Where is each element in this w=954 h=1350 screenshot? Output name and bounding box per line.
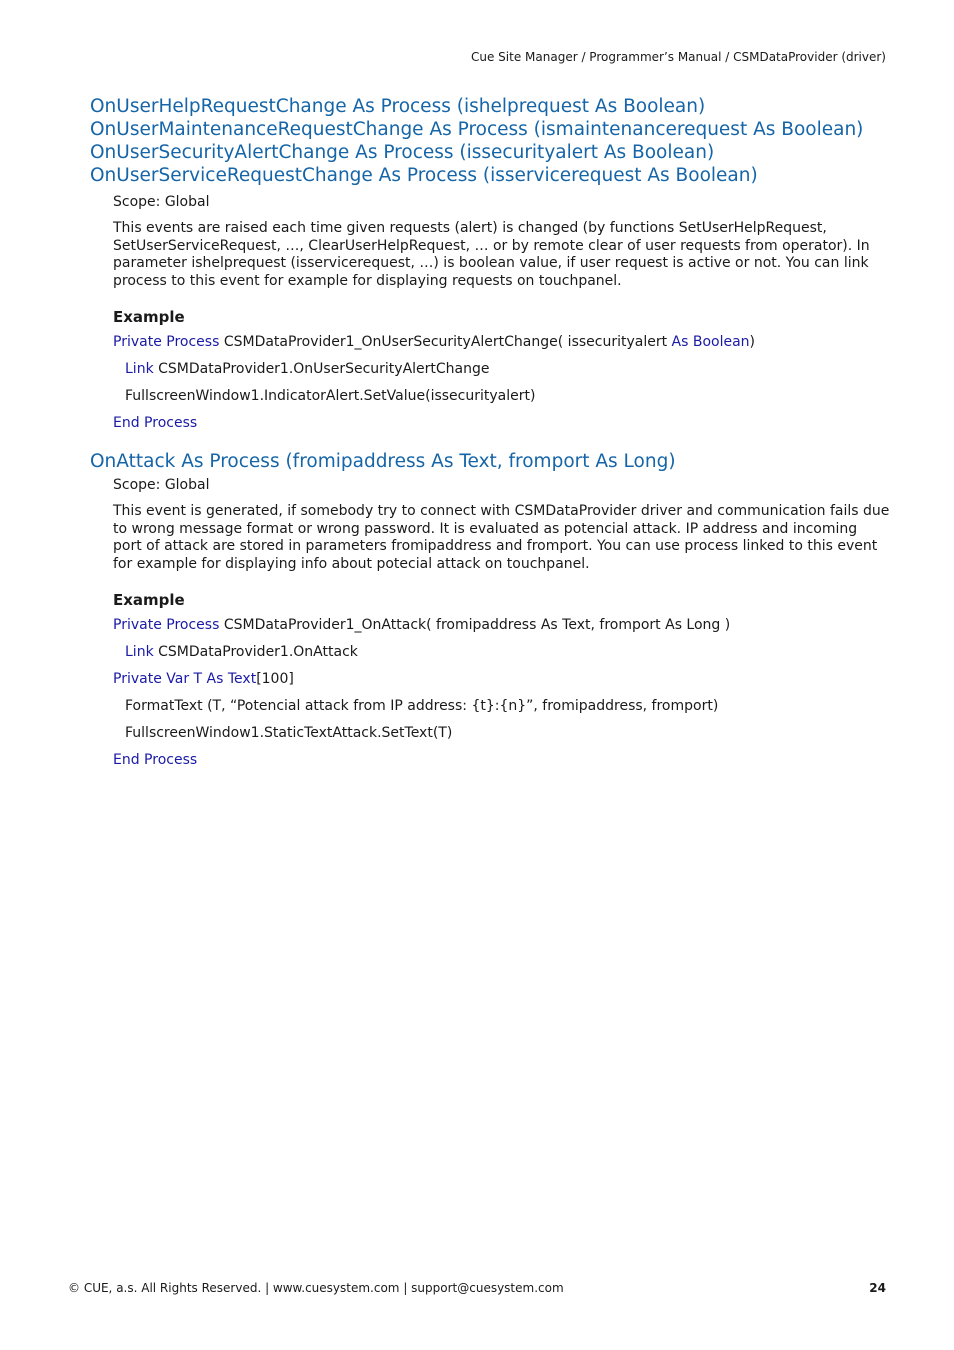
code-line	[113, 616, 890, 634]
code-text: )	[749, 333, 756, 350]
code-line	[113, 414, 890, 432]
section-title-onattack: OnAttack As Process (fromipaddress As Text, fromport As Long)	[90, 450, 676, 472]
section-body	[90, 476, 890, 769]
code-keyword: Link	[125, 643, 154, 660]
scope-label: Scope: Global	[113, 476, 210, 493]
code-line	[113, 751, 890, 769]
code-line	[113, 670, 890, 688]
example-heading: Example	[113, 307, 185, 326]
code-line	[113, 724, 890, 742]
section-title-security-alert: OnUserSecurityAlertChange As Process (issecurityalert As Boolean)	[90, 142, 715, 163]
description-paragraph: This events are raised each time given requests (alert) is changed (by functions SetUserHelpRequest, SetUserServiceRequest, …, ClearUserHelpRequest, … or by remote clear of user requests from operator). In parameter ishelprequest (isservicerequest, …) is boolean value, if user request is active or not. You can link process to this event for example for displaying requests on touchpanel.	[113, 220, 870, 290]
description-paragraph: This event is generated, if somebody try to connect with CSMDataProvider driver and communication fails due to wrong message format or wrong password. It is evaluated as potencial attack. IP address and incoming port of attack are stored in parameters fromipaddress and fromport. You can use process linked to this event for example for displaying info about potecial attack on touchpanel.	[113, 502, 890, 572]
code-line	[113, 387, 890, 405]
code-line	[113, 333, 890, 351]
code-line	[113, 697, 890, 715]
code-text: CSMDataProvider1_OnUserSecurityAlertChange( issecurityalert	[219, 333, 672, 350]
code-variable: T	[189, 670, 207, 687]
code-keyword: As Text	[206, 670, 257, 687]
section-body	[90, 193, 890, 432]
page-number: 24	[869, 1281, 886, 1295]
example-heading: Example	[113, 590, 185, 609]
code-text: CSMDataProvider1_OnAttack( fromipaddress As Text, fromport As Long )	[219, 616, 731, 633]
footer-copyright: © CUE, a.s. All Rights Reserved. | www.cuesystem.com | support@cuesystem.com	[68, 1281, 564, 1295]
code-text: CSMDataProvider1.OnAttack	[153, 643, 358, 660]
page-header-breadcrumb: Cue Site Manager / Programmer’s Manual / CSMDataProvider (driver)	[471, 50, 886, 64]
section-onattack	[90, 450, 890, 769]
code-keyword: Link	[125, 360, 154, 377]
code-text: CSMDataProvider1.OnUserSecurityAlertChange	[153, 360, 490, 377]
code-keyword: End Process	[113, 751, 198, 768]
section-title-help-request: OnUserHelpRequestChange As Process (ishelprequest As Boolean)	[90, 96, 706, 117]
section-title-service-request: OnUserServiceRequestChange As Process (isservicerequest As Boolean)	[90, 165, 758, 186]
code-line	[113, 360, 890, 378]
code-text: FullscreenWindow1.StaticTextAttack.SetText(T)	[125, 724, 453, 741]
code-text: [100]	[256, 670, 294, 687]
code-keyword: Private Process	[113, 333, 220, 350]
code-keyword: End Process	[113, 414, 198, 431]
code-keyword: As Boolean	[671, 333, 750, 350]
section-title-group	[90, 95, 890, 187]
code-keyword: Private Process	[113, 616, 220, 633]
code-text: FullscreenWindow1.IndicatorAlert.SetValue(issecurityalert)	[125, 387, 536, 404]
code-keyword: Private Var	[113, 670, 190, 687]
code-text: FormatText (T, “Potencial attack from IP address: {t}:{n}”, fromipaddress, fromport)	[125, 697, 719, 714]
scope-label: Scope: Global	[113, 194, 210, 210]
section-title-maintenance-request: OnUserMaintenanceRequestChange As Process (ismaintenancerequest As Boolean)	[90, 119, 864, 140]
page-content	[90, 95, 890, 778]
code-line	[113, 643, 890, 661]
